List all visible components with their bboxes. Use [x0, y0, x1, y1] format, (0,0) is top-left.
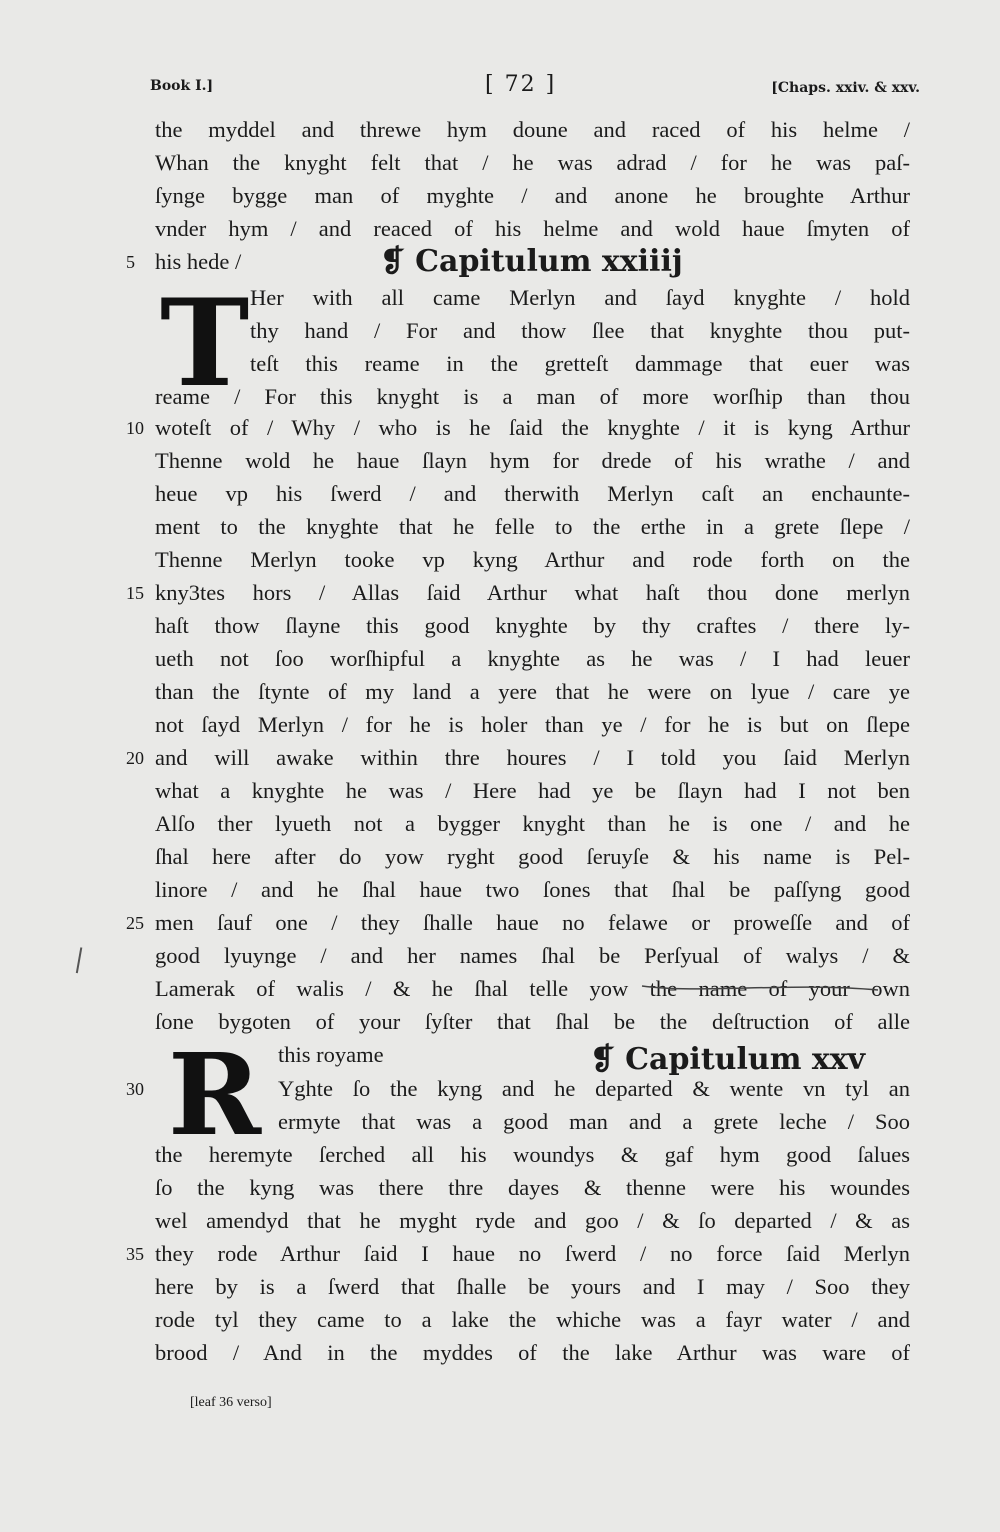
text-line: thy hand / For and thow ſlee that knyghte thou put-: [250, 318, 910, 343]
text-line: Lamerak of walis / & he ſhal telle yow the name of your own: [155, 976, 910, 1001]
text-line: than the ſtynte of my land a yere that he were on lyue / care ye: [155, 679, 910, 704]
text-line: and will awake within thre houres / I told you ſaid Merlyn: [155, 745, 910, 770]
text-line: ſynge bygge man of myghte / and anone he broughte Arthur: [155, 183, 910, 208]
text-line: Alſo ther lyueth not a bygger knyght than he is one / and he: [155, 811, 910, 836]
chapter-heading: ❡ Capitulum xxv: [590, 1042, 866, 1077]
text-line: his hede /: [155, 249, 242, 274]
text-line: here by is a ſwerd that ſhalle be yours and I may / Soo they: [155, 1274, 910, 1299]
drop-initial: R: [168, 1030, 262, 1161]
text-line: Thenne wold he haue ſlayn hym for drede of his wrathe / and: [155, 448, 910, 473]
line-number: 10: [126, 418, 144, 438]
text-line: woteſt of / Why / who is he ſaid the knyghte / it is kyng Arthur: [155, 415, 910, 440]
text-line: ueth not ſoo worſhipful a knyghte as he was / I had leuer: [155, 646, 910, 671]
text-line: ſhal here after do yow ryght good ſeruyſe & his name is Pel-: [155, 844, 910, 869]
text-line: ſo the kyng was there thre dayes & thenne were his woundes: [155, 1175, 910, 1200]
text-line: brood / And in the myddes of the lake Arthur was ware of: [155, 1340, 910, 1365]
text-line: good lyuynge / and her names ſhal be Perſyual of walys / &: [155, 943, 910, 968]
text-line: kny3tes hors / Allas ſaid Arthur what haſt thou done merlyn: [155, 580, 910, 605]
text-line: Her with all came Merlyn and ſayd knyghte / hold: [250, 285, 910, 310]
drop-initial: T: [160, 273, 250, 414]
pilcrow-icon: ❡: [590, 1042, 616, 1077]
text-line: linore / and he ſhal haue two ſones that ſhal be paſſyng good: [155, 877, 910, 902]
line-number: 15: [126, 583, 144, 603]
text-line: teſt this reame in the gretteſt dammage that euer was: [250, 351, 910, 376]
text-line: what a knyghte he was / Here had ye be ſlayn had I not ben: [155, 778, 910, 803]
text-line: not ſayd Merlyn / for he is holer than ye / for he is but on ſlepe: [155, 712, 910, 737]
line-number: 30: [126, 1079, 144, 1099]
pilcrow-icon: ❡: [380, 244, 406, 279]
pencil-underline: [640, 980, 880, 998]
text-line: ment to the knyghte that he felle to the erthe in a grete ſlepe /: [155, 514, 910, 539]
running-head-chapters: [Chaps. xxiv. & xxv.: [771, 80, 920, 96]
page-number: [ 72 ]: [485, 72, 557, 97]
text-line: they rode Arthur ſaid I haue no ſwerd / no force ſaid Merlyn: [155, 1241, 910, 1266]
text-line: Whan the knyght felt that / he was adrad / for he was paſ-: [155, 150, 910, 175]
text-line: haſt thow ſlayne this good knyghte by thy craftes / there ly-: [155, 613, 910, 638]
running-head-book: Book I.]: [150, 78, 214, 94]
text-line: Yghte ſo the kyng and he departed & wente vn tyl an: [278, 1076, 910, 1101]
text-line: wel amendyd that he myght ryde and goo / & ſo departed / & as: [155, 1208, 910, 1233]
text-line: rode tyl they came to a lake the whiche was a fayr water / and: [155, 1307, 910, 1332]
line-number: 20: [126, 748, 144, 768]
text-line: ermyte that was a good man and a grete leche / Soo: [278, 1109, 910, 1134]
text-line: men ſauf one / they ſhalle haue no felawe or proweſſe and of: [155, 910, 910, 935]
line-number: 35: [126, 1244, 144, 1264]
pencil-margin-mark: [76, 947, 90, 974]
text-line: Thenne Merlyn tooke vp kyng Arthur and rode forth on the: [155, 547, 910, 572]
line-number: 25: [126, 913, 144, 933]
text-line: ſone bygoten of your ſyſter that ſhal be the deſtruction of alle: [155, 1009, 910, 1034]
leaf-reference: [leaf 36 verso]: [190, 1395, 272, 1410]
running-head: [150, 72, 920, 102]
text-line: the myddel and threwe hym doune and raced of his helme /: [155, 117, 910, 142]
text-line: reame / For this knyght is a man of more worſhip than thou: [155, 384, 910, 409]
chapter-heading: ❡ Capitulum xxiiij: [380, 244, 683, 279]
text-line: the heremyte ſerched all his woundys & gaf hym good ſalues: [155, 1142, 910, 1167]
text-line: vnder hym / and reaced of his helme and wold haue ſmyten of: [155, 216, 910, 241]
line-number: 5: [126, 252, 135, 272]
text-line: this royame: [278, 1042, 384, 1067]
text-line: heue vp his ſwerd / and therwith Merlyn caſt an enchaunte-: [155, 481, 910, 506]
